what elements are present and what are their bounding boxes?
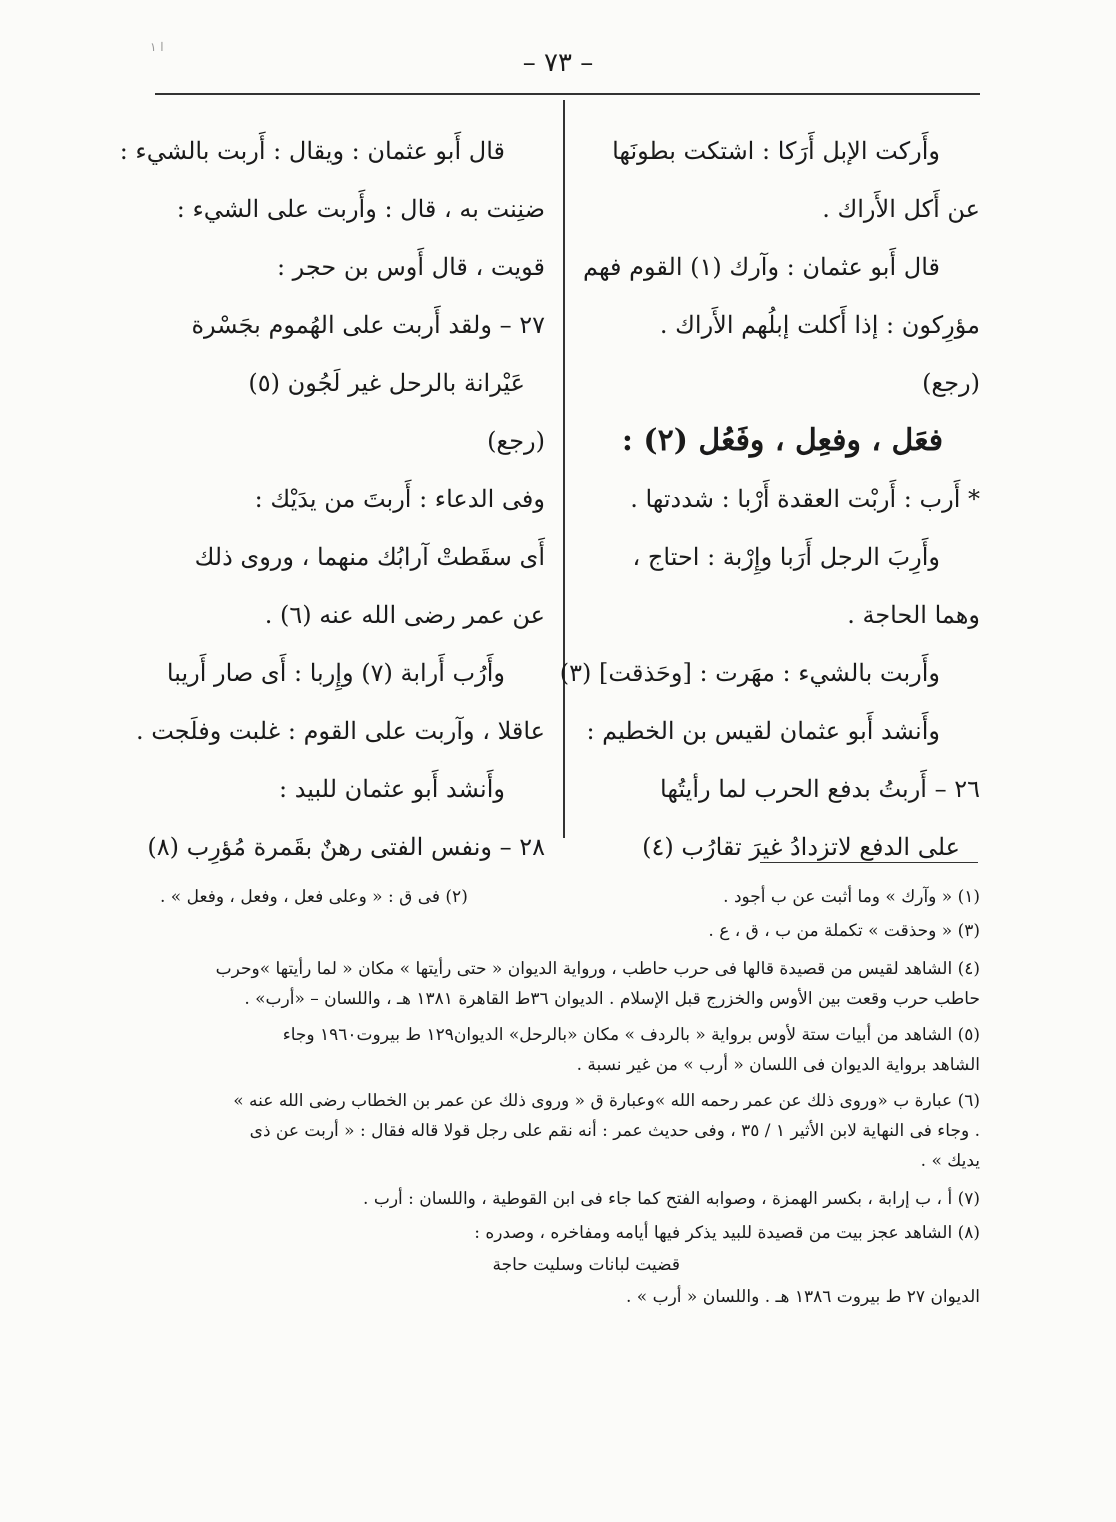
column-divider bbox=[563, 100, 565, 838]
text-line: عاقلا ، وآربت على القوم : غلبت وفلَجت . bbox=[135, 717, 545, 745]
text-line: قويت ، قال أَوس بن حجر : bbox=[276, 253, 545, 281]
right-column bbox=[559, 122, 980, 876]
text-line: وأَنشد أَبو عثمان لقيس بن الخطيم : bbox=[586, 717, 940, 745]
footnote-7: (٧) أ ، ب إرابة ، بكسر الهمزة ، وصوابه الفتح كما جاء فى ابن القوطية ، واللسان : أرب . bbox=[363, 1189, 980, 1209]
footnotes bbox=[160, 880, 980, 1314]
page-number: – ٧٣ – bbox=[522, 48, 594, 78]
verse-line: عَيْرانة بالرحل غير لَجُون (٥) bbox=[248, 369, 525, 397]
footnote-4-cont: حاطب حرب وقعت بين الأوس والخزرج قبل الإسلام . الديوان ٣٦ط القاهرة ١٣٨١ هـ ، واللسان – «أرب» . bbox=[244, 989, 980, 1009]
text-line: قال أَبو عثمان : وآرك (١) القوم فهم bbox=[583, 253, 940, 281]
text-line: وأَركت الإبل أَرَكا : اشتكت بطونَها bbox=[612, 137, 940, 165]
header-rule bbox=[155, 93, 980, 95]
text-line: مؤرِكون : إذا أَكلت إبلُهم الأَراك . bbox=[659, 311, 980, 339]
text-line: قال أَبو عثمان : ويقال : أَربت بالشيء : bbox=[119, 137, 505, 165]
text-line: وأَرِبَ الرجل أَرَبا وإِرْبة : احتاج ، bbox=[632, 543, 940, 571]
corner-mark: ا ١ bbox=[150, 40, 164, 54]
footnote-6-cont: . وجاء فى النهاية لابن الأثير ١ / ٣٥ ، وفى حديث عمر : أنه نقم على رجل قولا قاله فقال : « أربت عن ذى bbox=[249, 1121, 980, 1141]
text-line: عن أَكل الأَراك . bbox=[822, 195, 980, 223]
verse-line: ٢٦ – أَربتُ بدفع الحرب لما رأيتُها bbox=[660, 775, 980, 803]
text-line: وأَربت بالشيء : مهَرت : [وحَذقت] (٣) bbox=[559, 659, 940, 687]
text-line: وأَرُب أَرابة (٧) وإِربا : أَى صار أَريبا bbox=[166, 659, 505, 687]
verse-line: ٢٧ – ولقد أَربت على الهُموم بجَسْرة bbox=[191, 311, 545, 339]
text-line: (رجع) bbox=[487, 427, 545, 455]
text-line: عن عمر رضى الله عنه (٦) . bbox=[264, 601, 545, 629]
footnote-rule bbox=[760, 862, 978, 863]
verse-line: ٢٨ – ونفس الفتى رهنٌ بقَمرة مُؤرِب (٨) bbox=[147, 833, 545, 861]
text-line: ضنِنت به ، قال : وأَربت على الشيء : bbox=[176, 195, 545, 223]
text-line: وفى الدعاء : أَربتَ من يدَيْك : bbox=[254, 485, 545, 513]
footnote-6-cont: يديك » . bbox=[920, 1151, 980, 1171]
footnote-8-cont: الديوان ٢٧ ط بيروت ١٣٨٦ هـ . واللسان « أرب » . bbox=[625, 1287, 980, 1307]
footnote-row bbox=[160, 880, 980, 914]
footnote-1: (١) « وآرك » وما أثبت عن ب أجود . bbox=[723, 887, 980, 907]
footnote-8-verse: قضيت لبانات وسليت حاجة bbox=[492, 1255, 680, 1275]
text-line: (رجع) bbox=[922, 369, 980, 397]
footnote-4: (٤) الشاهد لقيس من قصيدة قالها فى حرب حاطب ، ورواية الديوان « حتى رأيتها » مكان « لما رأيتها »وحرب bbox=[215, 959, 980, 979]
left-column bbox=[119, 122, 545, 876]
footnote-2: (٢) فى ق : « وعلى فعل ، وفعل ، وفعل » . bbox=[160, 887, 468, 907]
footnote-8: (٨) الشاهد عجز بيت من قصيدة للبيد يذكر فيها أيامه ومفاخره ، وصدره : bbox=[474, 1223, 980, 1243]
text-line: * أَرب : أَربْت العقدة أَرْبا : شددتها . bbox=[630, 485, 980, 513]
section-heading: فعَل ، وفعِل ، وفَعُل (٢) : bbox=[621, 423, 944, 458]
footnote-5-cont: الشاهد برواية الديوان فى اللسان « أرب » من غير نسبة . bbox=[576, 1055, 980, 1075]
footnote-3: (٣) « وحذقت » تكملة من ب ، ق ، ع . bbox=[708, 921, 980, 941]
text-line: وأَنشد أَبو عثمان للبيد : bbox=[278, 775, 505, 803]
footnote-5: (٥) الشاهد من أبيات ستة لأوس برواية « بالردف » مكان «بالرحل» الديوان١٢٩ ط بيروت١٩٦٠ وجاء bbox=[282, 1025, 980, 1045]
verse-line: على الدفع لاتزدادُ غيرَ تقارُب (٤) bbox=[642, 833, 960, 861]
text-line: وهما الحاجة . bbox=[847, 601, 980, 629]
text-line: أَى سقَطتْ آرابُك منهما ، وروى ذلك bbox=[194, 543, 545, 571]
footnote-6: (٦) عبارة ب «وروى ذلك عن عمر رحمه الله »وعبارة ق « وروى ذلك عن عمر بن الخطاب رضى الله عنه » bbox=[233, 1091, 980, 1111]
